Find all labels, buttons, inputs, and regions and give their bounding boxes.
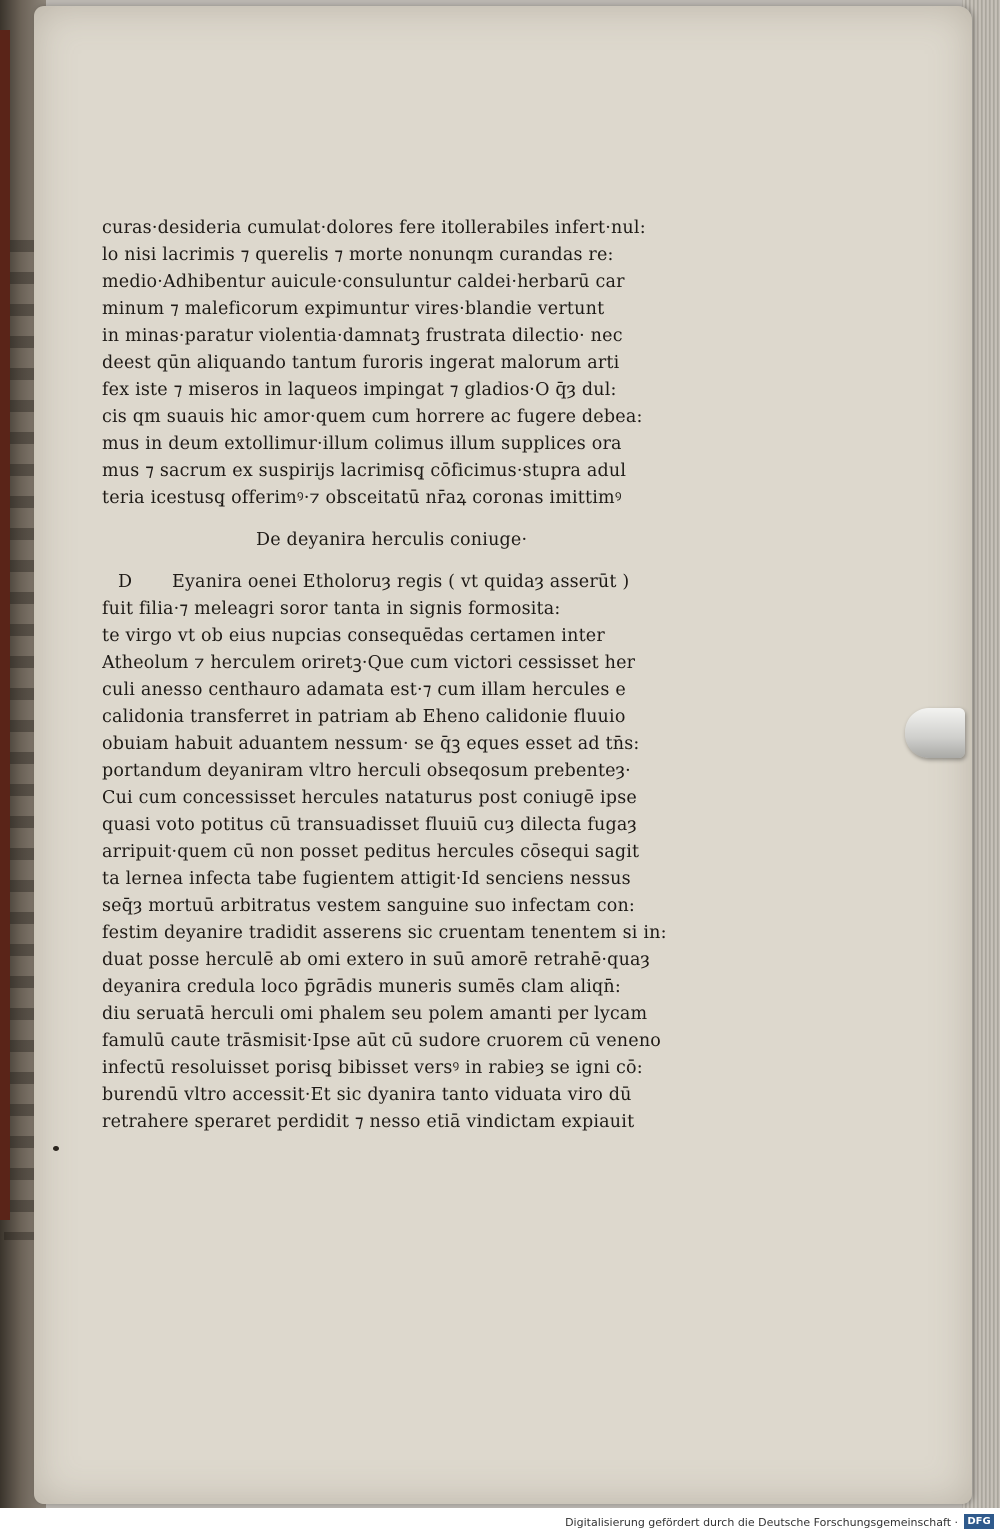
text-line: fex iste ⁊ miseros in laqueos impingat ⁊ gladios·O q̄ȝ dul: bbox=[102, 380, 617, 400]
text-line: mus ⁊ sacrum ex suspirijs lacrimisq̧ cōficimus·stupra adul bbox=[102, 461, 627, 481]
text-line: fuit filia·⁊ meleagri soror tanta in signis formosita: bbox=[102, 599, 561, 619]
text-line: culi anesso centhauro adamata est·⁊ cum illam hercules e bbox=[102, 680, 626, 700]
text-line: medio·Adhibentur auicule·consuluntur caldei·herbarū car bbox=[102, 272, 625, 292]
text-line: Eyanira oenei Etholoruȝ regis ( vt quidaȝ asserūt ) bbox=[172, 572, 630, 592]
text-line: Cui cum concessisset hercules nataturus post coniugē ipse bbox=[102, 788, 637, 808]
text-line: portandum deyaniram vltro herculi obseqosum prebenteȝ· bbox=[102, 761, 631, 781]
paragraph-2 bbox=[102, 569, 712, 1136]
text-line: cis qm suauis hic amor·quem cum horrere ac fugere debea: bbox=[102, 407, 643, 427]
text-line: ta lernea infecta tabe fugientem attigit·Id senciens nessus bbox=[102, 869, 631, 889]
ink-blot bbox=[53, 1146, 59, 1151]
text-line: burendū vltro accessit·Et sic dyanira tanto viduata viro dū bbox=[102, 1085, 632, 1105]
dfg-logo: DFG bbox=[964, 1514, 994, 1529]
first-line bbox=[102, 569, 712, 596]
text-line: seq̄ȝ mortuū arbitratus vestem sanguine suo infectam con: bbox=[102, 896, 636, 916]
footer-bar bbox=[0, 1508, 1000, 1537]
text-line: quasi voto potitus cū transuadisset fluuiū cuȝ dilecta fugaȝ bbox=[102, 815, 637, 835]
page-text-block bbox=[102, 215, 712, 1136]
text-line: lo nisi lacrimis ⁊ querelis ⁊ morte nonunqm curandas re: bbox=[102, 245, 614, 265]
footer-credit: Digitalisierung gefördert durch die Deutsche Forschungsgemeinschaft · bbox=[565, 1516, 958, 1529]
book-cover-edge bbox=[0, 30, 10, 1220]
text-line: festim deyanire tradidit asserens sic cruentam tenentem si in: bbox=[102, 923, 667, 943]
paragraph-1 bbox=[102, 215, 712, 512]
text-line: deyanira credula loco p̄grādis muneris sumēs clam aliqn̄: bbox=[102, 977, 622, 997]
text-line: calidonia transferret in patriam ab Eheno calidonie fluuio bbox=[102, 707, 626, 727]
text-line: in minas·paratur violentia·damnatꝫ frustrata dilectio· nec bbox=[102, 326, 623, 346]
text-line: Atheolum ⁊ herculem oriretꝫ·Que cum victori cessisset her bbox=[102, 653, 636, 673]
initial-letter: D bbox=[118, 572, 133, 592]
text-line: infectū resoluisset porisq̧ bibisset versꝰ in rabieȝ se igni cō: bbox=[102, 1058, 643, 1078]
text-line: obuiam habuit aduantem nessum· se q̄ꝫ eques esset ad tn̄s: bbox=[102, 734, 640, 754]
text-line: deest qūn aliquando tantum furoris ingerat malorum arti bbox=[102, 353, 620, 373]
text-line: diu seruatā herculi omi phalem seu polem amanti per lycam bbox=[102, 1004, 648, 1024]
text-line: mus in deum extollimur·illum colimus illum supplices ora bbox=[102, 434, 622, 454]
text-line: te virgo vt ob eius nupcias consequēdas certamen inter bbox=[102, 626, 605, 646]
text-line: duat posse herculē ab omi extero in suū amorē retrahē·quaȝ bbox=[102, 950, 651, 970]
text-line: minum ⁊ maleficorum expimuntur vires·blandie vertunt bbox=[102, 299, 605, 319]
page-clip bbox=[905, 708, 965, 758]
text-line: curas·desideria cumulat·dolores fere itollerabiles infert·nul: bbox=[102, 218, 646, 238]
text-line: teria icestusq̧ offerimꝰ·⁊ obsceitatū nr̄aꝝ coronas imittimꝰ bbox=[102, 488, 622, 508]
text-line: retrahere speraret perdidit ⁊ nesso etiā vindictam expiauit bbox=[102, 1112, 635, 1132]
chapter-heading: De deyanira herculis coniuge· bbox=[256, 530, 528, 550]
text-line: famulū caute trāsmisit·Ipse aūt cū sudore cruorem cū veneno bbox=[102, 1031, 662, 1051]
text-line: arripuit·quem cū non posset peditus hercules cōsequi sagit bbox=[102, 842, 640, 862]
